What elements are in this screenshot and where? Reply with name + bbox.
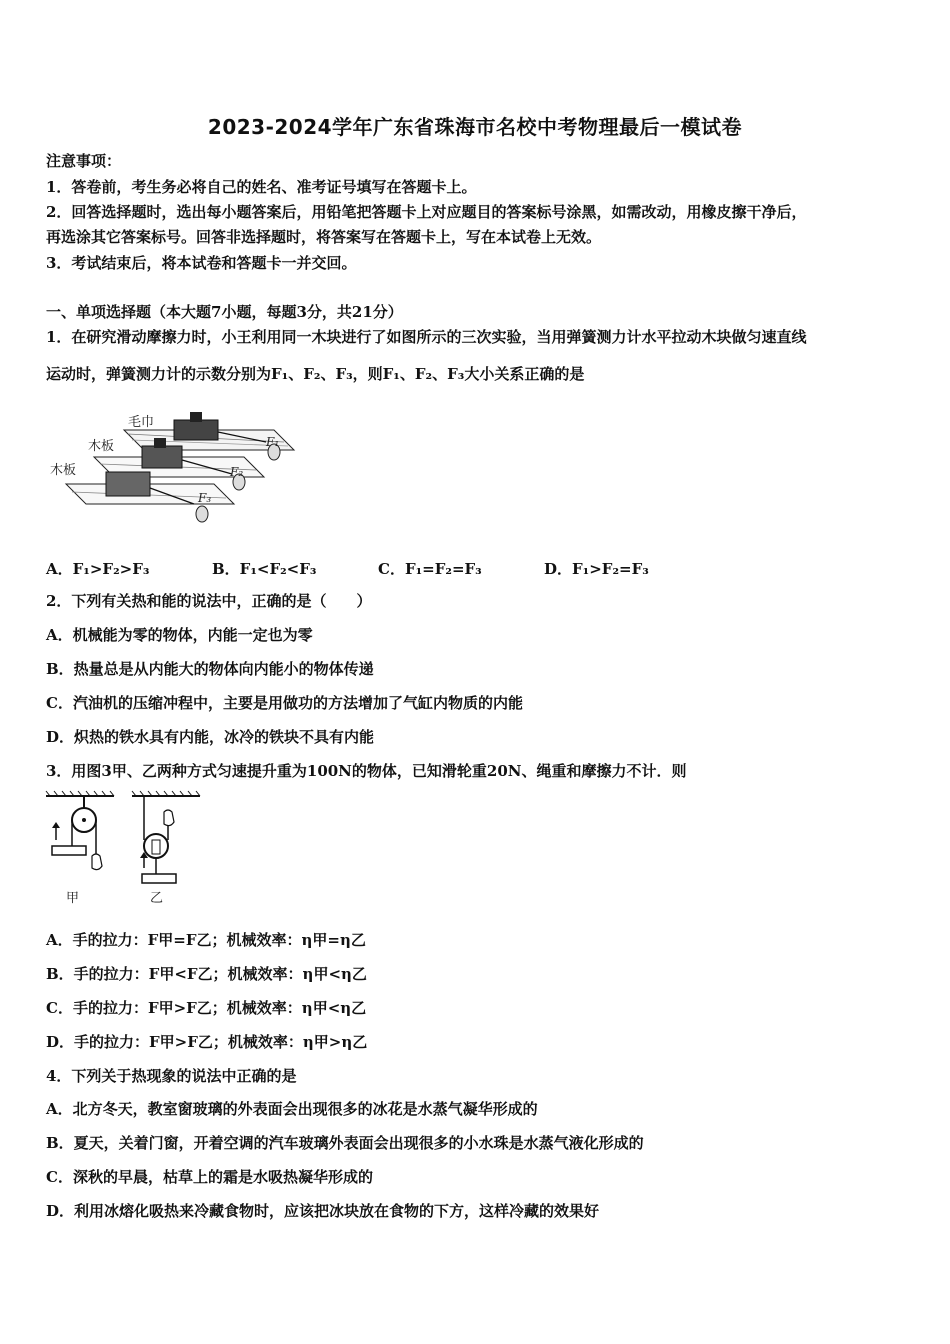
- q1-stem-line2: 运动时，弹簧测力计的示数分别为F₁、F₂、F₃，则F₁、F₂、F₃大小关系正确的是: [46, 365, 585, 383]
- q4-option-d[interactable]: D．利用冰熔化吸热来冷藏食物时，应该把冰块放在食物的下方，这样冷藏的效果好: [46, 1202, 600, 1220]
- q4-stem: 4．下列关于热现象的说法中正确的是: [46, 1067, 297, 1085]
- q1-option-c[interactable]: C．F₁=F₂=F₃: [378, 560, 482, 578]
- q3-label-jia: 甲: [66, 891, 80, 906]
- notice-item: 1．答卷前，考生务必将自己的姓名、准考证号填写在答题卡上。: [46, 178, 477, 196]
- q4-option-b[interactable]: B．夏天，关着门窗，开着空调的汽车玻璃外表面会出现很多的小水珠是水蒸气液化形成的: [46, 1134, 644, 1152]
- q1-label-board: 木板: [50, 463, 77, 478]
- q3-option-b[interactable]: B．手的拉力：F甲<F乙；机械效率：η甲<η乙: [46, 965, 367, 983]
- q1-label-board: 木板: [88, 439, 115, 454]
- notice-item: 再选涂其它答案标号。回答非选择题时，将答案写在答题卡上，写在本试卷上无效。: [46, 228, 602, 246]
- q1-option-d[interactable]: D．F₁>F₂=F₃: [544, 560, 649, 578]
- q2-option-a[interactable]: A．机械能为零的物体，内能一定也为零: [46, 626, 313, 644]
- q2-option-d[interactable]: D．炽热的铁水具有内能，冰冷的铁块不具有内能: [46, 728, 375, 746]
- q3-label-yi: 乙: [150, 891, 164, 906]
- q3-option-a[interactable]: A．手的拉力：F甲=F乙；机械效率：η甲=η乙: [46, 931, 366, 949]
- exam-title: 2023-2024学年广东省珠海市名校中考物理最后一模试卷: [207, 115, 743, 139]
- q4-option-c[interactable]: C．深秋的早晨，枯草上的霜是水吸热凝华形成的: [46, 1168, 373, 1186]
- q3-stem: 3．用图3甲、乙两种方式匀速提升重为100N的物体，已知滑轮重20N、绳重和摩擦力不计．则: [46, 762, 687, 780]
- q1-label-f2: F₂: [230, 465, 244, 479]
- q1-option-b[interactable]: B．F₁<F₂<F₃: [212, 560, 317, 578]
- q3-option-d[interactable]: D．手的拉力：F甲>F乙；机械效率：η甲>η乙: [46, 1033, 368, 1051]
- q2-option-c[interactable]: C．汽油机的压缩冲程中，主要是用做功的方法增加了气缸内物质的内能: [46, 694, 523, 712]
- q3-option-c[interactable]: C．手的拉力：F甲>F乙；机械效率：η甲<η乙: [46, 999, 367, 1017]
- q1-stem-line1: 1．在研究滑动摩擦力时，小王利用同一木块进行了如图所示的三次实验，当用弹簧测力计水平拉动木块做匀速直线: [46, 328, 807, 346]
- q2-stem: 2．下列有关热和能的说法中，正确的是（ ）: [46, 592, 372, 610]
- notice-item: 3．考试结束后，将本试卷和答题卡一并交回。: [46, 254, 357, 272]
- notice-heading: 注意事项：: [46, 152, 122, 170]
- q4-option-a[interactable]: A．北方冬天，教室窗玻璃的外表面会出现很多的冰花是水蒸气凝华形成的: [46, 1100, 538, 1118]
- q1-option-a[interactable]: A．F₁>F₂>F₃: [46, 560, 150, 578]
- notice-item: 2．回答选择题时，选出每小题答案后，用铅笔把答题卡上对应题目的答案标号涂黑，如需改动，用橡皮擦干净后，: [46, 203, 807, 221]
- q1-label-towel: 毛巾: [128, 415, 155, 430]
- q2-option-b[interactable]: B．热量总是从内能大的物体向内能小的物体传递: [46, 660, 374, 678]
- q1-friction-figure: [44, 402, 304, 530]
- section-heading: 一、单项选择题（本大题7小题，每题3分，共21分）: [46, 303, 403, 321]
- q1-label-f1: F₁: [266, 435, 280, 449]
- q3-pulley-figure: [44, 790, 204, 908]
- q1-label-f3: F₃: [198, 491, 212, 505]
